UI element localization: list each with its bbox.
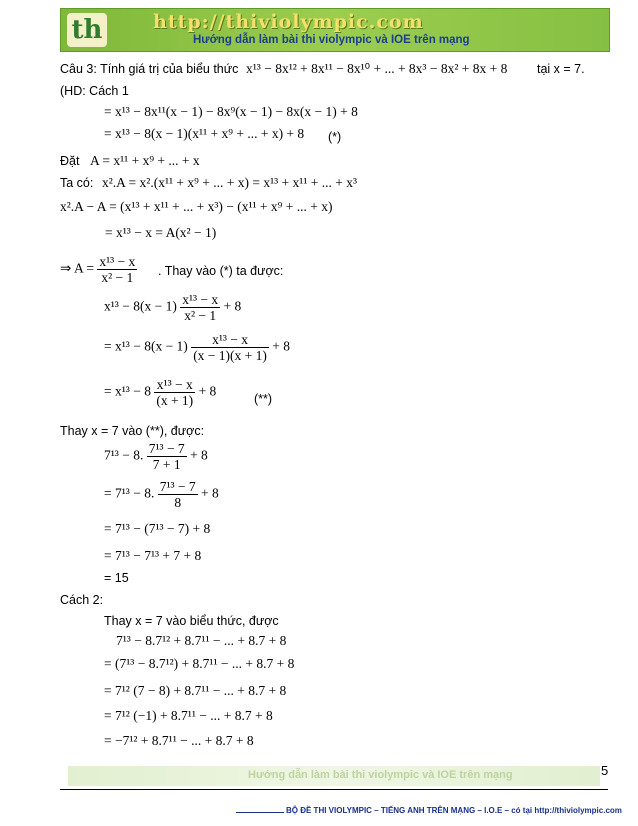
- site-url[interactable]: http://thiviolympic.com: [153, 11, 424, 33]
- value-step1-right: + 8: [190, 447, 208, 463]
- method1-heading: (HD: Cách 1: [60, 84, 129, 98]
- value-step2-right: + 8: [201, 485, 219, 501]
- define-expression: A = x¹¹ + x⁹ + ... + x: [90, 153, 200, 168]
- question-expression: x¹³ − 8x¹² + 8x¹¹ − 8x¹⁰ + ... + 8x³ − 8x² + 8x + 8: [246, 61, 508, 76]
- sub-step2-fraction: [191, 332, 269, 363]
- method2-line-5: = −7¹² + 8.7¹¹ − ... + 8.7 + 8: [104, 733, 254, 748]
- value-step4: = 7¹³ − 7¹³ + 7 + 8: [104, 548, 202, 563]
- page-number: 5: [601, 763, 609, 778]
- difference-result: = x¹³ − x = A(x² − 1): [105, 225, 217, 240]
- footer-text[interactable]: BỘ ĐỀ THI VIOLYMPIC – TIẾNG ANH TRÊN MẠNG – I.O.E – có tại http://thiviolympic.com: [236, 806, 622, 815]
- value-step3: = 7¹³ − (7¹³ − 7) + 8: [104, 521, 211, 536]
- A-fraction: [97, 254, 137, 285]
- value-step2-denominator: 8: [158, 494, 198, 510]
- sub-step2-numerator: x¹³ − x: [212, 332, 249, 347]
- method1-step1: = x¹³ − 8x¹¹(x − 1) − 8x⁹(x − 1) − 8x(x − 1) + 8: [104, 104, 358, 119]
- sub-step2-denominator: (x − 1)(x + 1): [193, 348, 267, 363]
- method2-line-4: = 7¹² (−1) + 8.7¹¹ − ... + 8.7 + 8: [104, 708, 273, 723]
- have-expression: x².A = x².(x¹¹ + x⁹ + ... + x) = x¹³ + x¹¹ + ... + x³: [102, 175, 358, 190]
- sub-step3-numerator: x¹³ − x: [156, 377, 193, 392]
- method1-result: = 15: [104, 571, 129, 585]
- value-step1-left: 7¹³ − 8.: [104, 447, 144, 463]
- value-step2-numerator: 7¹³ − 7: [159, 479, 196, 494]
- have-label: Ta có:: [60, 176, 94, 190]
- sub-step1-denominator: x² − 1: [180, 307, 220, 323]
- value-step1-numerator: 7¹³ − 7: [148, 441, 185, 456]
- sub-step1-fraction: [180, 292, 220, 323]
- sub-step1-left: x¹³ − 8(x − 1): [104, 298, 177, 314]
- define-label: Đặt: [60, 154, 80, 168]
- A-denominator: x² − 1: [97, 269, 137, 285]
- method2-line-1: 7¹³ − 8.7¹² + 8.7¹¹ − ... + 8.7 + 8: [116, 633, 287, 648]
- sub-step3-fraction: [154, 377, 195, 408]
- value-step1-denominator: 7 + 1: [147, 456, 187, 472]
- header-banner: [60, 8, 610, 52]
- value-step2-left: = 7¹³ − 8.: [104, 485, 155, 501]
- sub-step1-numerator: x¹³ − x: [182, 292, 219, 307]
- method2-intro: Thay x = 7 vào biểu thức, được: [104, 614, 279, 628]
- value-step2-fraction: [158, 479, 198, 510]
- question-label: Câu 3: Tính giá trị của biểu thức: [60, 62, 239, 76]
- sub-step2-right: + 8: [272, 338, 291, 354]
- site-logo: th: [67, 13, 107, 47]
- footer-divider: [60, 789, 608, 790]
- value-step1: [104, 441, 208, 472]
- sub-step3-denominator: (x + 1): [156, 393, 194, 408]
- value-step1-fraction: [147, 441, 187, 472]
- A-formula: [60, 254, 137, 285]
- method1-step2: = x¹³ − 8(x − 1)(x¹¹ + x⁹ + ... + x) + 8: [104, 126, 305, 141]
- method2-heading: Cách 2:: [60, 593, 104, 607]
- sub-step1-right: + 8: [223, 298, 242, 314]
- sub-step3: [104, 377, 216, 408]
- site-subtitle: Hướng dẫn làm bài thi violympic và IOE trên mạng: [193, 34, 470, 46]
- sub-step2: [104, 332, 290, 363]
- implies-label: ⇒ A =: [60, 260, 94, 276]
- method1-mark2: (**): [254, 392, 273, 406]
- method2-line-3: = 7¹² (7 − 8) + 8.7¹¹ − ... + 8.7 + 8: [104, 683, 287, 698]
- method1-mark1: (*): [328, 130, 342, 144]
- footer-watermark-banner: [68, 766, 600, 786]
- footer-watermark: Hướng dẫn làm bài thi violympic và IOE trên mạng: [248, 769, 513, 781]
- sub-step3-left: = x¹³ − 8: [104, 383, 151, 399]
- question-condition: tại x = 7.: [537, 62, 585, 76]
- sub-step2-left: = x¹³ − 8(x − 1): [104, 338, 188, 354]
- difference-expression: x².A − A = (x¹³ + x¹¹ + ... + x³) − (x¹¹ + x⁹ + ... + x): [60, 199, 333, 214]
- sub-step1: [104, 292, 241, 323]
- substitute-text: . Thay vào (*) ta được:: [158, 264, 284, 278]
- substitute-x7-text: Thay x = 7 vào (**), được:: [60, 424, 205, 438]
- sub-step3-right: + 8: [198, 383, 217, 399]
- A-numerator: x¹³ − x: [99, 254, 136, 269]
- method2-line-2: = (7¹³ − 8.7¹²) + 8.7¹¹ − ... + 8.7 + 8: [104, 656, 295, 671]
- value-step2: [104, 479, 219, 510]
